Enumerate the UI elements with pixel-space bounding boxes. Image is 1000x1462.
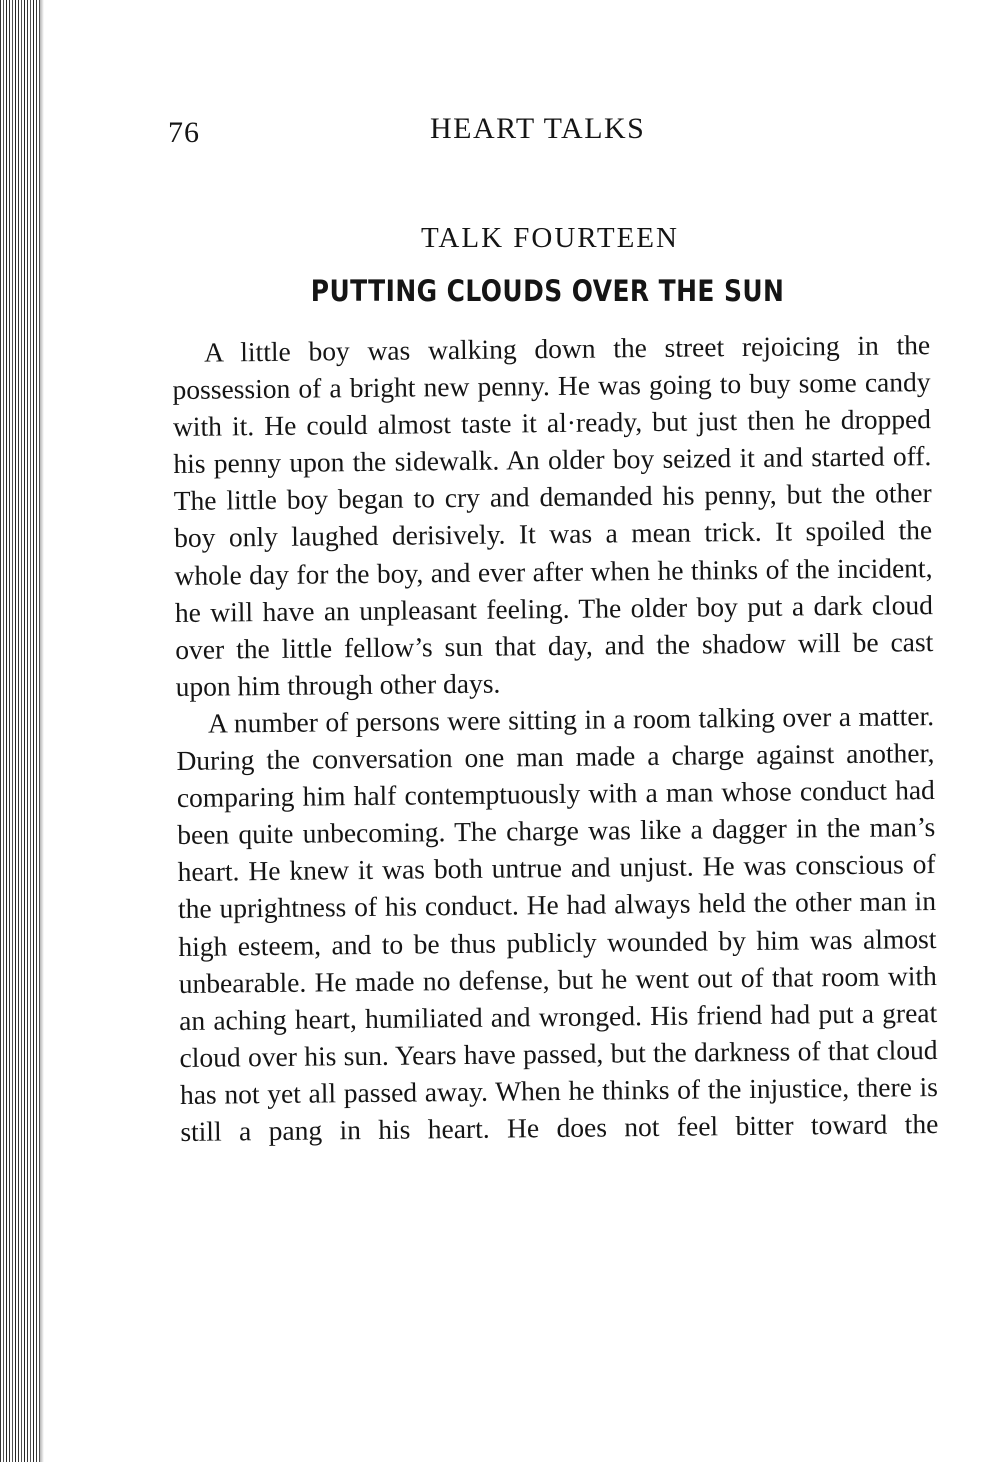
body-text: [172, 326, 939, 1150]
binding-edge: [0, 0, 40, 1462]
paragraph-1: A little boy was walking down the street rejoicing in the possession of a bright new penny. He was going to buy some candy with it. He could almost taste it al·ready, but just then he dropped his penny upon the sidewalk. An older boy seized it and started off. The little boy began to cry and demanded his penny, but the other boy only laughed derisively. It was a mean trick. It spoiled the whole day for the boy, and ever after when he thinks of the incident, he will have an unpleasant feeling. The older boy put a dark cloud over the little fellow’s sun that day, and the shadow will be cast upon him through other days.: [172, 329, 934, 702]
page-number: 76: [168, 116, 200, 149]
chapter-title: PUTTING CLOUDS OVER THE SUN: [310, 274, 785, 308]
running-head: HEART TALKS: [430, 112, 646, 145]
page-header: [168, 110, 928, 150]
paragraph-2: A number of persons were sitting in a room talking over a matter. During the conversation one man made a charge against another, comparing him half contemptuously with a man whose conduct had been quite unbecoming. The charge was like a dagger in the man’s heart. He knew it was both untrue and unjust. He was conscious of the uprightness of his conduct. He had always held the other man in high esteem, and to be thus publicly wounded by him was almost unbearable. He made no defense, but he went out of that room with an aching heart, humiliated and wronged. His friend had put a great cloud over his sun. Years have passed, but the darkness of that cloud has not yet all passed away. When he thinks of the injustice, there is still a pang in his heart. He does not feel bitter toward the: [176, 699, 939, 1147]
talk-number: TALK FOURTEEN: [421, 222, 679, 254]
